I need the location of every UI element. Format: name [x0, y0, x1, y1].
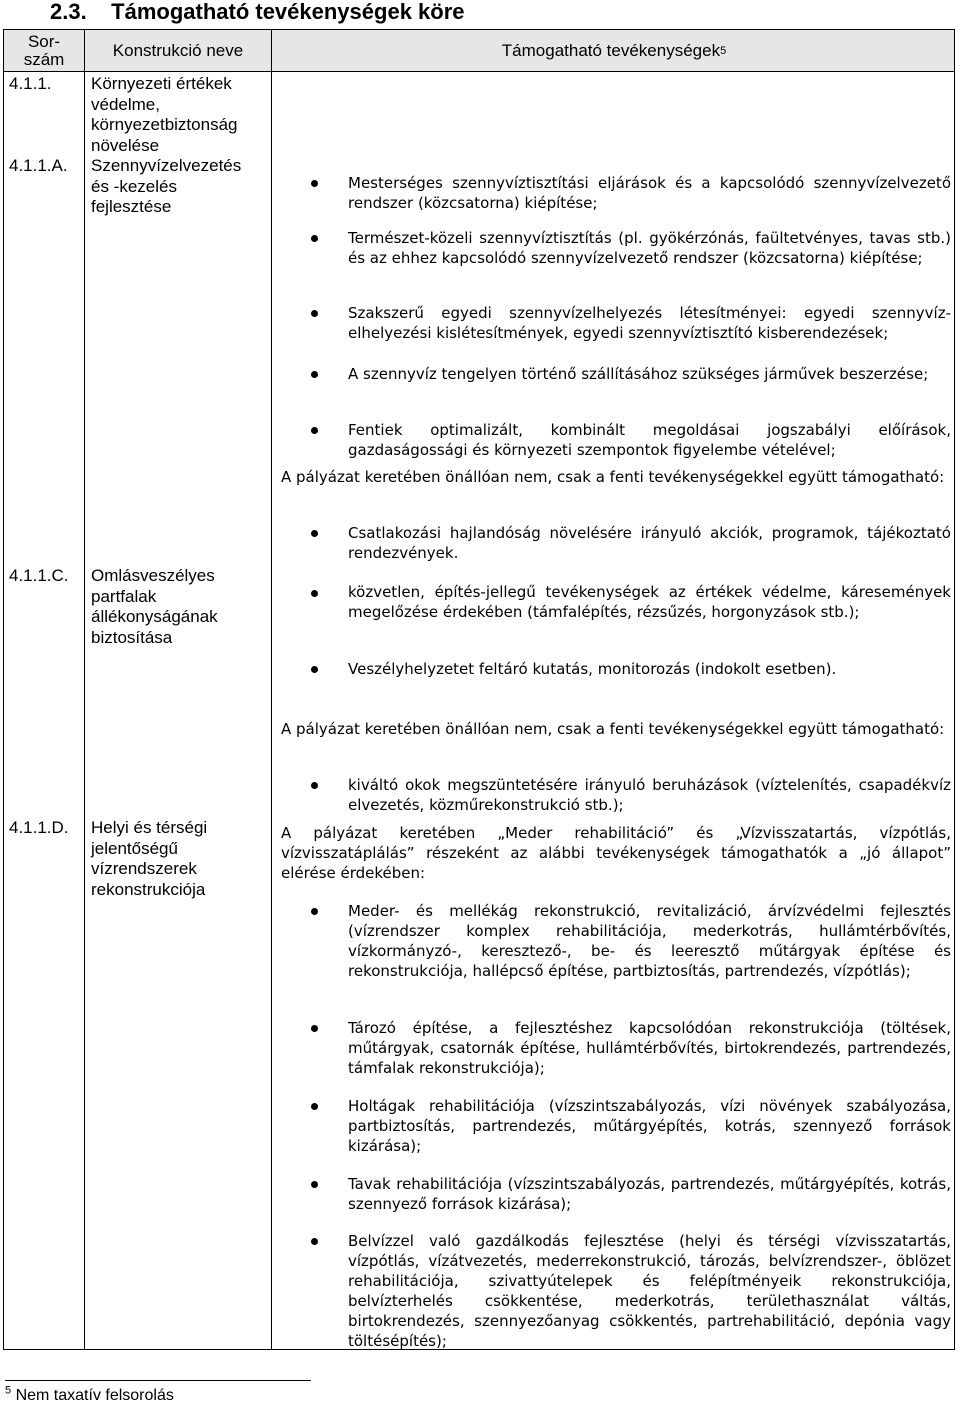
- list-item: Meder- és mellékág rekonstrukció, revitalizáció, árvízvédelmi fejlesztés (vízrendszer komplex rehabilitációja, mederkotrás, hullámtérbővítés, vízkormányzó-, keresztező-, be- és leeresztő műtárgyak építése és rekonstrukciója, hallépcső építése, partbiztosítás, partrendezés, vízpótlás);: [348, 902, 951, 980]
- footnote-mark: 5: [5, 1384, 12, 1397]
- column-divider: [271, 30, 272, 1349]
- list-item: Holtágak rehabilitációja (vízszintszabályozás, vízi növények szabályozása, partbiztosítás, partrendezés, műtárgyépítés, kotrás, szennyező források kizárása);: [348, 1097, 951, 1155]
- section-title: 2.3. Támogatható tevékenységek köre: [50, 0, 465, 24]
- note-paragraph: A pályázat keretében önállóan nem, csak a fenti tevékenységekkel együtt támogatható:: [281, 720, 945, 738]
- header-num: Sor- szám: [23, 31, 65, 69]
- footnote: [5, 1386, 174, 1406]
- header-divider: [4, 71, 954, 72]
- bullet-icon: [311, 1103, 318, 1110]
- bullet-icon: [311, 1181, 318, 1188]
- bullet-icon: [311, 1238, 318, 1245]
- bullet-icon: [311, 782, 318, 789]
- list-item: Veszélyhelyzetet feltáró kutatás, monitorozás (indokolt esetben).: [348, 660, 837, 678]
- bullet-icon: [311, 427, 318, 434]
- list-item: Fentiek optimalizált, kombinált megoldásai jogszabályi előírások, gazdaságossági és környezeti szempontok figyelembe vételével;: [348, 421, 951, 459]
- note-paragraph: A pályázat keretében önállóan nem, csak a fenti tevékenységekkel együtt támogatható:: [281, 468, 945, 486]
- bullet-icon: [311, 371, 318, 378]
- list-item: kiváltó okok megszüntetésére irányuló beruházások (víztelenítés, csapadékvíz elvezetés, közműrekonstrukció stb.);: [348, 776, 951, 814]
- list-item: A szennyvíz tengelyen történő szállításához szükséges járművek beszerzése;: [348, 365, 929, 383]
- list-item: Belvízzel való gazdálkodás fejlesztése (helyi és térségi vízvisszatartás, vízpótlás, vízátvezetés, mederrekonstrukció, tározás, belvízrendszer-, öblözet rehabilitációja, szivattyútelepek és felépítményeik rekonstrukciója, belvízterhelés csökkentése, mederkotrás, területhasználat váltás, birtokrendezés, szennyezőanyag csökkentés, partrehabilitáció, depónia vagy töltésépítés);: [348, 1232, 951, 1350]
- header-activities-label: Támogatható tevékenységek: [501, 40, 721, 60]
- intro-paragraph: A pályázat keretében „Meder rehabilitáció” és „Vízvisszatartás, vízpótlás, vízvisszatáplálás” részeként az alábbi tevékenységek támogathatók a „jó állapot” elérése érdekében:: [281, 824, 951, 882]
- column-divider: [84, 30, 85, 1349]
- list-item: Csatlakozási hajlandóság növelésére irányuló akciók, programok, tájékoztató rendezvények.: [348, 524, 951, 562]
- row-name-411: Környezeti értékek védelme, környezetbiztonság növelése: [91, 74, 238, 155]
- bullet-icon: [311, 180, 318, 187]
- activities-table: [3, 29, 955, 1350]
- list-item: közvetlen, építés-jellegű tevékenységek az értékek védelme, káresemények megelőzése érdekében (támfalépítés, rézsűzés, horgonyzások stb.);: [348, 583, 951, 621]
- list-item: Természet-közeli szennyvíztisztítás (pl. gyökérzónás, faültetvényes, tavas stb.) és az ehhez kapcsolódó szennyvízelvezető rendszer (közcsatorna) kiépítése;: [348, 229, 951, 267]
- bullet-icon: [311, 1025, 318, 1032]
- row-name-411a: Szennyvízelvezetés és -kezelés fejlesztése: [91, 156, 242, 216]
- bullet-icon: [311, 590, 318, 597]
- list-item: Mesterséges szennyvíztisztítási eljárások és a kapcsolódó szennyvízelvezető rendszer (közcsatorna) kiépítése;: [348, 174, 951, 212]
- bullet-icon: [311, 908, 318, 915]
- list-item: Tavak rehabilitációja (vízszintszabályozás, partrendezés, műtárgyépítés, kotrás, szennyező források kizárása);: [348, 1175, 951, 1213]
- header-activities: Támogatható tevékenységek 5: [501, 40, 727, 60]
- footnote-separator: [5, 1380, 311, 1381]
- bullet-icon: [311, 235, 318, 242]
- bullet-icon: [311, 666, 318, 673]
- list-item: Szakszerű egyedi szennyvízelhelyezés létesítményei: egyedi szennyvíz-elhelyezési kislétesítmények, egyedi szennyvíztisztító kisberendezések;: [348, 304, 951, 342]
- bullet-icon: [311, 530, 318, 537]
- row-code-411c: 4.1.1.C.: [9, 566, 69, 585]
- row-name-411d: Helyi és térségi jelentőségű vízrendszerek rekonstrukciója: [91, 818, 208, 899]
- row-name-411c: Omlásveszélyes partfalak állékonyságának biztosítása: [91, 566, 218, 647]
- list-item: Tározó építése, a fejlesztéshez kapcsolódóan rekonstrukciója (töltések, műtárgyak, csatornák építése, hullámtérbővítés, birtokrendezés, partrendezés, támfalak rekonstrukciója);: [348, 1019, 951, 1077]
- row-code-411a: 4.1.1.A.: [9, 156, 68, 175]
- row-code-411: 4.1.1.: [9, 74, 52, 93]
- row-code-411d: 4.1.1.D.: [9, 818, 69, 837]
- bullet-icon: [311, 310, 318, 317]
- footnote-text: Nem taxatív felsorolás: [15, 1387, 174, 1404]
- header-name: Konstrukció neve: [112, 40, 244, 60]
